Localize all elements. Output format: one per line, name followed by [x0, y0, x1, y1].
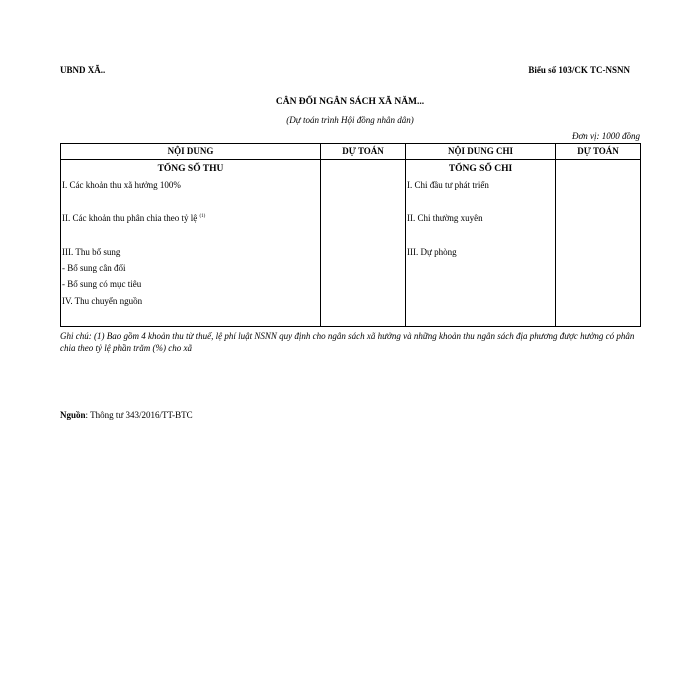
table-header-row [61, 144, 641, 160]
revenue-item-1: I. Các khoản thu xã hưởng 100% [62, 180, 181, 190]
revenue-item-2-text: II. Các khoản thu phân chia theo tỷ lệ [62, 213, 198, 223]
table-body-row [61, 160, 641, 327]
revenue-item-2 [62, 213, 205, 223]
header-expenditure-estimate: DỰ TOÁN [556, 144, 641, 160]
commune-name: UBND XÃ.. [60, 65, 106, 75]
expenditure-total-label: TỔNG SỐ CHI [448, 164, 513, 174]
budget-table [60, 143, 641, 327]
revenue-item-3: III. Thu bổ sung [62, 247, 121, 257]
source-text: : Thông tư 343/2016/TT-BTC [85, 410, 193, 420]
header-expenditure-content: NỘI DUNG CHI [406, 144, 556, 160]
form-code: Biểu số 103/CK TC-NSNN [528, 65, 630, 75]
header-revenue-estimate: DỰ TOÁN [321, 144, 406, 160]
expenditure-item-2: II. Chi thường xuyên [407, 213, 483, 223]
revenue-estimate-cell [321, 160, 406, 327]
header-revenue-content: NỘI DUNG [61, 144, 321, 160]
revenue-content-cell [61, 160, 321, 327]
page-title: CÂN ĐỐI NGÂN SÁCH XÃ NĂM... [275, 97, 425, 107]
revenue-item-3a: - Bổ sung cân đối [62, 263, 126, 273]
expenditure-item-1: I. Chi đầu tư phát triển [407, 180, 489, 190]
revenue-total-label: TỔNG SỐ THU [157, 164, 224, 174]
source-label: Nguồn [60, 410, 86, 420]
revenue-item-3b: - Bổ sung có mục tiêu [62, 279, 142, 289]
footnote: Ghi chú: (1) Bao gồm 4 khoản thu từ thuế, lệ phí luật NSNN quy định cho ngân sách xã hưởng và những khoản thu ngân sách địa phương được hưởng có phân chia theo tỷ lệ phần trăm (%) cho xã [60, 331, 635, 353]
revenue-item-4: IV. Thu chuyển nguồn [62, 296, 143, 306]
unit-label: Đơn vị: 1000 đồng [571, 131, 640, 141]
expenditure-estimate-cell [556, 160, 641, 327]
page-subtitle: (Dự toán trình Hội đồng nhân dân) [286, 115, 414, 125]
expenditure-content-cell [406, 160, 556, 327]
source-line [60, 410, 193, 420]
footnote-marker: (1) [199, 214, 206, 219]
expenditure-item-3: III. Dự phòng [407, 247, 457, 257]
